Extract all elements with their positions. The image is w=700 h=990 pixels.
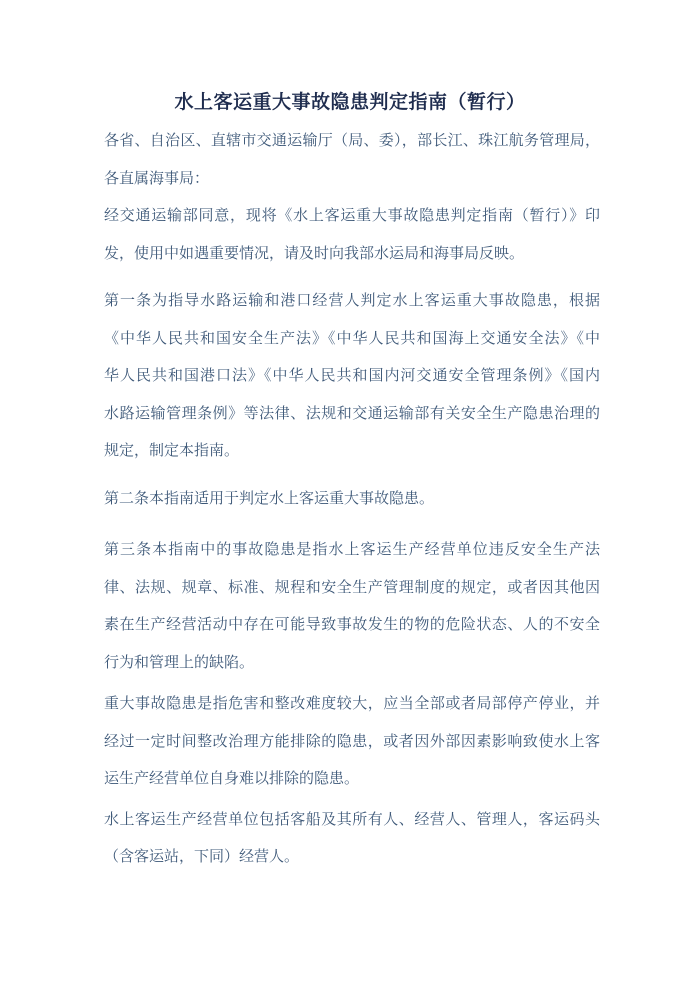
text-line: 重大事故隐患是指危害和整改难度较大，应当全部或者局部停产停业，并 xyxy=(104,696,600,712)
text-line: 行为和管理上的缺陷。 xyxy=(104,654,255,671)
text-line: 第一条为指导水路运输和港口经营人判定水上客运重大事故隐患，根据 xyxy=(104,293,600,309)
text-line: 经过一定时间整改治理方能排除的隐患，或者因外部因素影响致使水上客 xyxy=(104,733,600,750)
document-title: 水上客运重大事故隐患判定指南（暂行） xyxy=(174,92,526,113)
text-line: 水上客运生产经营单位包括客船及其所有人、经营人、管理人，客运码头 xyxy=(104,811,600,828)
text-line: 第三条本指南中的事故隐患是指水上客运生产经营单位违反安全生产法 xyxy=(104,542,600,558)
paragraph xyxy=(104,532,600,682)
text-line: （含客运站，下同）经营人。 xyxy=(104,849,300,865)
paragraph xyxy=(104,802,600,877)
text-line: 运生产经营单位自身难以排除的隐患。 xyxy=(104,771,360,787)
paragraph xyxy=(104,123,600,198)
text-line: 华人民共和国港口法》《中华人民共和国内河交通安全管理条例》《国内 xyxy=(104,368,600,384)
paragraph xyxy=(104,198,600,273)
paragraph xyxy=(104,481,600,519)
text-line: 各直属海事局： xyxy=(104,170,210,187)
paragraph xyxy=(104,283,600,471)
text-line: 发，使用中如遇重要情况，请及时向我部水运局和海事局反映。 xyxy=(104,245,525,262)
text-line: 第二条本指南适用于判定水上客运重大事故隐患。 xyxy=(104,490,435,507)
text-line: 水路运输管理条例》等法律、法规和交通运输部有关安全生产隐患治理的 xyxy=(104,405,600,422)
paragraph xyxy=(104,686,600,799)
text-line: 《中华人民共和国安全生产法》《中华人民共和国海上交通安全法》《中 xyxy=(104,330,600,347)
text-line: 各省、自治区、直辖市交通运输厅（局、委），部长江、珠江航务管理局， xyxy=(104,133,600,149)
text-line: 律、法规、规章、标准、规程和安全生产管理制度的规定，或者因其他因 xyxy=(104,579,600,596)
text-line: 经交通运输部同意，现将《水上客运重大事故隐患判定指南（暂行）》印 xyxy=(104,208,600,224)
text-line: 规定，制定本指南。 xyxy=(104,443,240,459)
document-body xyxy=(104,123,600,877)
text-line: 素在生产经营活动中存在可能导致事故发生的物的危险状态、人的不安全 xyxy=(104,617,600,633)
